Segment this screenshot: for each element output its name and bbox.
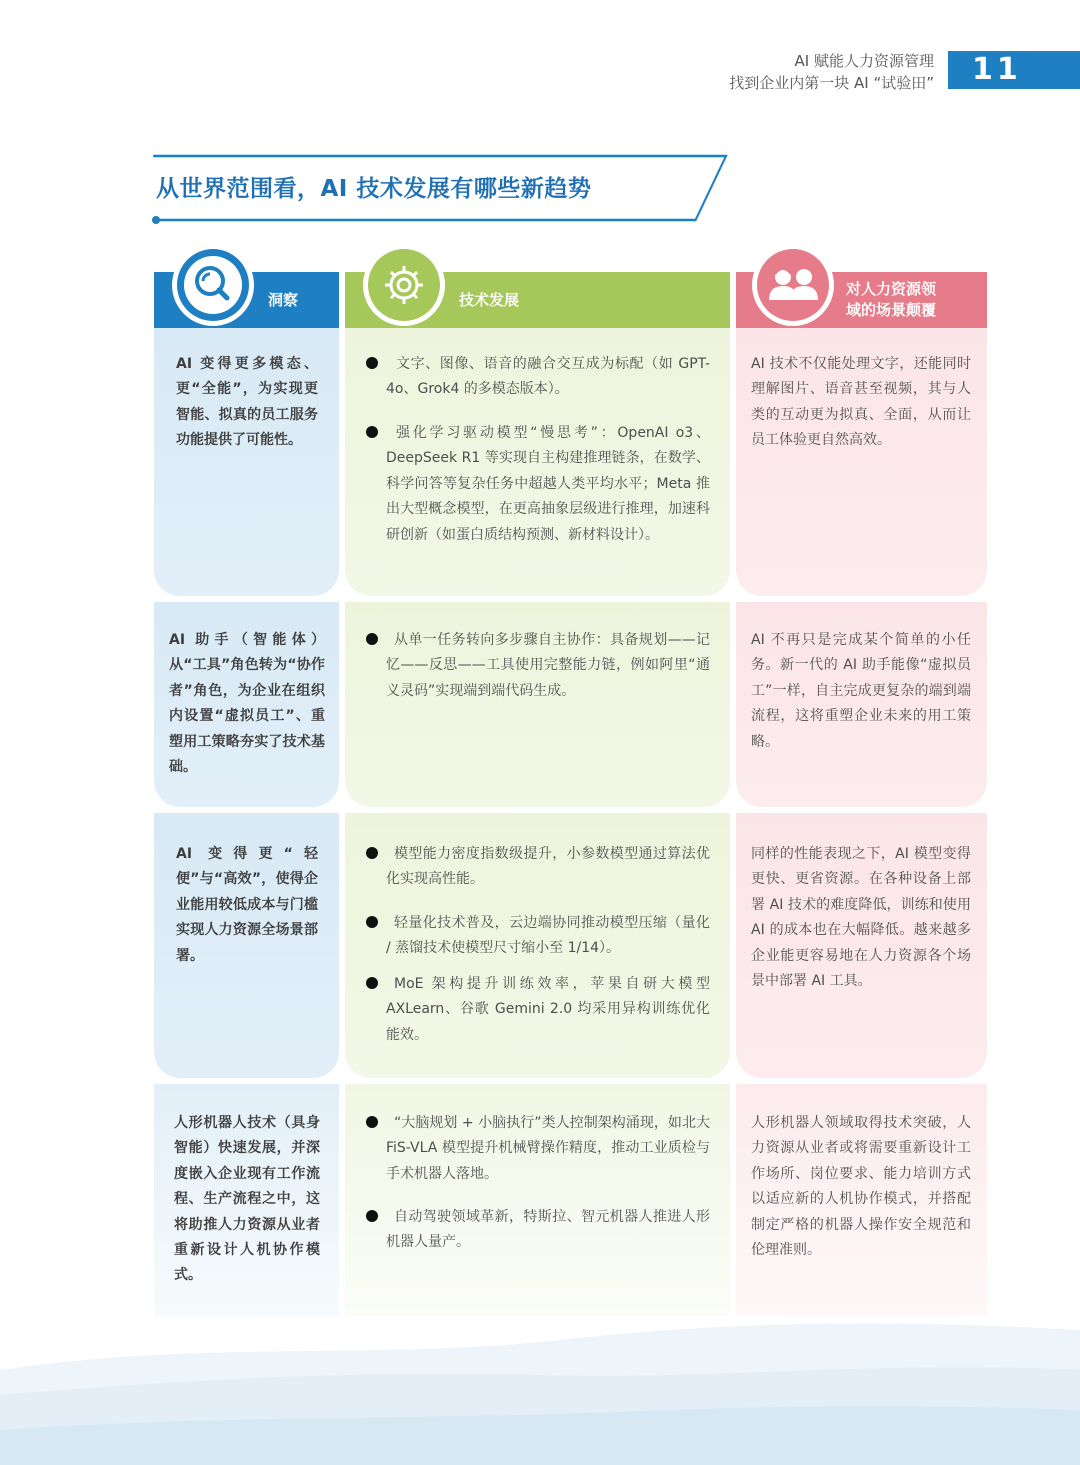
column-label-insight: 洞察 <box>268 291 299 309</box>
section-title-banner <box>150 150 730 228</box>
column-label-hr-line-2: 域的场景颠覆 <box>846 301 937 319</box>
column-label-hr <box>846 279 936 321</box>
section-title: 从世界范围看，AI 技术发展有哪些新趋势 <box>156 176 592 202</box>
row3-hr-text: 同样的性能表现之下，AI 模型变得更快、更省资源。在各种设备上部署 AI 技术的难度降低，训练和使用 AI 的成本也在大幅降低。越来越多企业能更容易地在人力资源各个场景中部署 AI 工具。 <box>751 846 971 990</box>
column-header-tech <box>345 272 730 328</box>
row3-tech-bullet-1: 模型能力密度指数级提升，小参数模型通过算法优化实现高性能。 <box>386 846 710 888</box>
column-header-insight <box>154 272 339 328</box>
bullet-dot <box>366 977 378 989</box>
footer-wave-decoration <box>0 1300 1080 1465</box>
column-header-hr <box>736 272 987 328</box>
column-label-hr-line-1: 对人力资源领 <box>846 280 937 298</box>
row1-tech-bullet-1: 文字、图像、语音的融合交互成为标配（如 GPT-4o、Grok4 的多模态版本）。 <box>386 356 710 398</box>
row2-insight-text: AI 助手（智能体）从“工具”角色转为“协作者”角色，为企业在组织内设置“虚拟员工”、重塑用工策略夯实了技术基础。 <box>169 632 325 776</box>
row2-tech-bullet-1: 从单一任务转向多步骤自主协作：具备规划——记忆——反思——工具使用完整能力链，例如阿里“通义灵码”实现端到端代码生成。 <box>386 632 710 699</box>
row3-insight-text: AI 变得更“轻便”与“高效”，使得企业能用较低成本与门槛实现人力资源全场景部署。 <box>176 846 318 964</box>
bullet-dot <box>366 1116 378 1128</box>
bullet-dot <box>366 916 378 928</box>
row1-hr-text: AI 技术不仅能处理文字，还能同时理解图片、语音甚至视频，其与人类的互动更为拟真、全面，从而让员工体验更自然高效。 <box>751 356 971 449</box>
magnifier-icon-badge <box>172 244 254 326</box>
column-label-tech: 技术发展 <box>459 291 520 309</box>
row4-hr-text: 人形机器人领域取得技术突破，人力资源从业者或将需要重新设计工作场所、岗位要求、能力培训方式以适应新的人机协作模式，并搭配制定严格的机器人操作安全规范和伦理准则。 <box>751 1115 971 1259</box>
magnifier-icon <box>172 244 254 326</box>
row1-tech-bullet-2: 强化学习驱动模型“慢思考”：OpenAI o3、DeepSeek R1 等实现自主构建推理链条，在数学、科学问答等复杂任务中超越人类平均水平；Meta 推出大型概念模型，在更高抽象层级进行推理，加速科研创新（如蛋白质结构预测、新材料设计）。 <box>386 425 710 543</box>
gear-icon <box>363 244 445 326</box>
header-line-2: 找到企业内第一块 AI “试验田” <box>729 74 934 92</box>
running-header <box>729 50 934 94</box>
row2-hr-text: AI 不再只是完成某个简单的小任务。新一代的 AI 助手能像“虚拟员工”一样，自主完成更复杂的端到端流程，这将重塑企业未来的用工策略。 <box>751 632 971 750</box>
row4-insight-text: 人形机器人技术（具身智能）快速发展，并深度嵌入企业现有工作流程、生产流程之中，这将助推人力资源从业者重新设计人机协作模式。 <box>174 1115 320 1284</box>
row4-tech-bullet-1: “大脑规划 + 小脑执行”类人控制架构涌现，如北大 FiS-VLA 模型提升机械臂操作精度，推动工业质检与手术机器人落地。 <box>386 1115 710 1182</box>
bullet-dot <box>366 357 378 369</box>
row4-tech-bullet-2: 自动驾驶领域革新，特斯拉、智元机器人推进人形机器人量产。 <box>386 1209 710 1251</box>
row3-tech-bullet-3: MoE 架构提升训练效率，苹果自研大模型 AXLearn、谷歌 Gemini 2.0 均采用异构训练优化能效。 <box>386 976 710 1043</box>
bullet-dot <box>366 426 378 438</box>
people-icon-badge <box>752 244 834 326</box>
bullet-dot <box>366 633 378 645</box>
row3-tech-bullet-2: 轻量化技术普及，云边端协同推动模型压缩（量化 / 蒸馏技术使模型尺寸缩小至 1/14）。 <box>386 915 710 957</box>
row1-insight-text: AI 变得更多模态、更“全能”，为实现更智能、拟真的员工服务功能提供了可能性。 <box>176 356 318 449</box>
bullet-dot <box>366 847 378 859</box>
gear-icon-badge <box>363 244 445 326</box>
page-number: 11 <box>948 51 1080 89</box>
people-icon <box>752 244 834 326</box>
header-line-1: AI 赋能人力资源管理 <box>794 52 934 70</box>
bullet-dot <box>366 1210 378 1222</box>
